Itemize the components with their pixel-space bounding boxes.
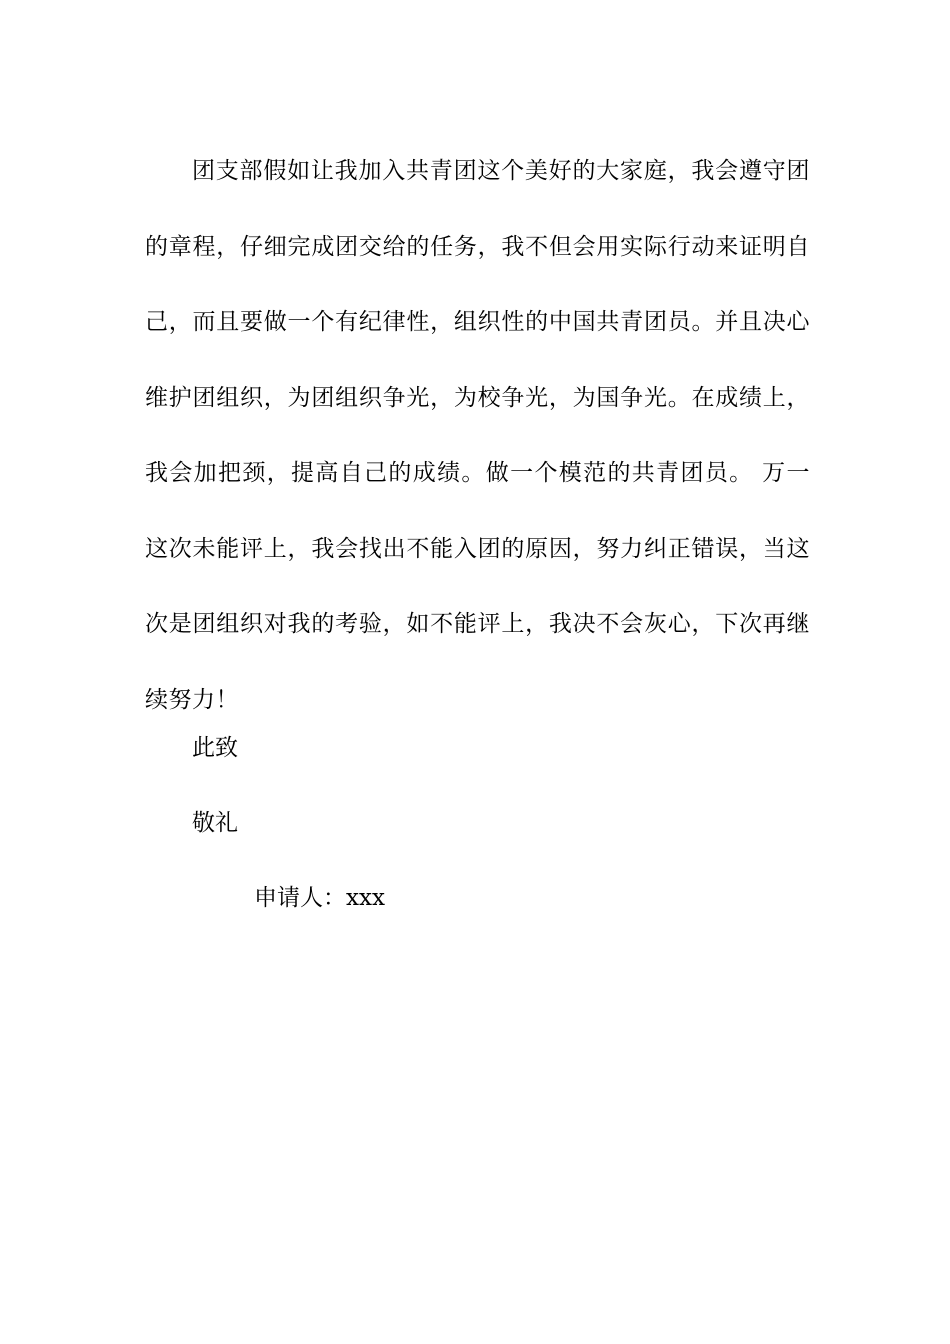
closing-regards: 敬礼 (192, 810, 238, 836)
closing-salutation: 此致 (192, 735, 238, 761)
applicant-signature: 申请人：xxx (254, 885, 385, 911)
letter-body-paragraph: 团支部假如让我加入共青团这个美好的大家庭，我会遵守团的章程，仔细完成团交给的任务，我不但会用实际行动来证明自己，而且要做一个有纪律性，组织性的中国共青团员。并且决心维护团组织，为团组织争光，为校争光，为国争光。在成绩上，我会加把颈，提高自己的成绩。做一个模范的共青团员。 万一这次未能评上，我会找出不能入团的原因，努力纠正错误，当这次是团组织对我的考验，如不能评上，我决不会灰心，下次再继续努力！ (145, 158, 810, 713)
